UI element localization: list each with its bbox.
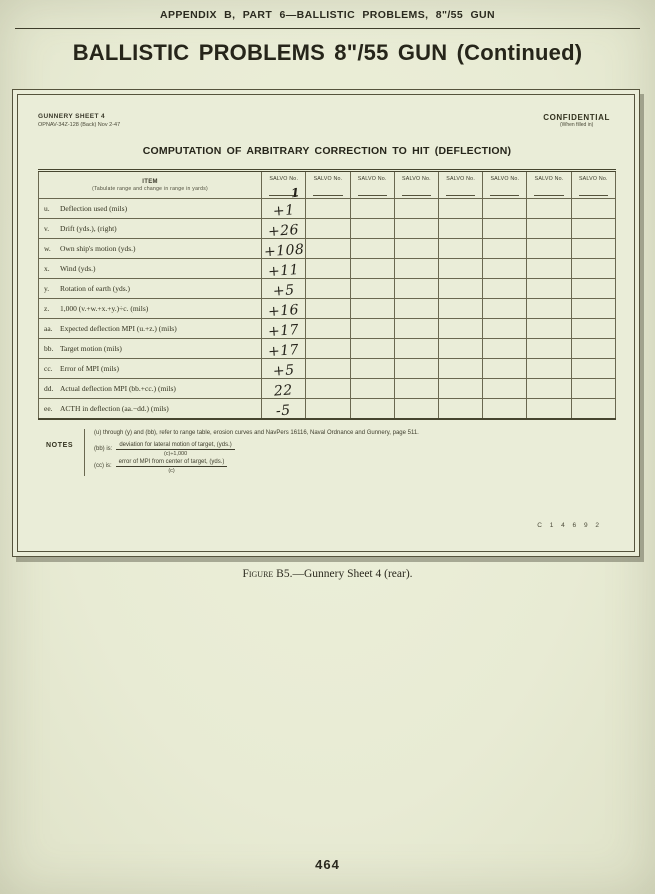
row-item-cell (39, 339, 262, 359)
row-value-cell (262, 299, 306, 319)
row-value-cell (262, 199, 306, 219)
note-general: (u) through (y) and (bb), refer to range table, erosion curves and NavPers 16116, Naval Ordnance and Gunnery, page 511. (94, 429, 419, 436)
salvo-header-label: SALVO No. (402, 176, 431, 182)
page-title: BALLISTIC PROBLEMS 8"/55 GUN (Continued) (72, 40, 583, 65)
empty-salvo-cell (571, 219, 615, 239)
note-cc-numerator: error of MPI from center of target, (yds.) (116, 459, 228, 467)
empty-salvo-cell (483, 279, 527, 299)
salvo-column-header (439, 171, 483, 199)
empty-salvo-cell (350, 239, 394, 259)
empty-salvo-cell (527, 359, 571, 379)
empty-salvo-cell (394, 359, 438, 379)
notes-body (84, 429, 419, 476)
row-value-handwritten: 22 (273, 382, 294, 400)
empty-salvo-cell (483, 379, 527, 399)
empty-salvo-cell (306, 399, 350, 419)
table-row (39, 359, 616, 379)
row-label: Rotation of earth (yds.) (60, 284, 130, 293)
empty-salvo-cell (571, 339, 615, 359)
empty-salvo-cell (350, 359, 394, 379)
empty-salvo-cell (527, 199, 571, 219)
salvo-header-label: SALVO No. (357, 176, 387, 182)
row-value-handwritten: -5 (275, 402, 292, 419)
salvo-header-label: SALVO No. (578, 176, 608, 182)
empty-salvo-cell (394, 299, 438, 319)
item-column-header (39, 171, 262, 199)
salvo-column-header (394, 171, 438, 199)
row-label: Own ship's motion (yds.) (60, 244, 136, 253)
empty-salvo-cell (527, 319, 571, 339)
table-row (39, 399, 616, 419)
empty-salvo-cell (571, 259, 615, 279)
empty-salvo-cell (306, 299, 350, 319)
row-item-cell (39, 259, 262, 279)
row-value-cell (262, 259, 306, 279)
empty-salvo-cell (483, 399, 527, 419)
table-row (39, 199, 616, 219)
row-item-cell (39, 299, 262, 319)
empty-salvo-cell (483, 219, 527, 239)
empty-salvo-cell (306, 379, 350, 399)
empty-salvo-cell (350, 319, 394, 339)
empty-salvo-cell (571, 199, 615, 219)
salvo-header-label: SALVO No. (313, 176, 343, 182)
row-key: w. (44, 244, 51, 253)
empty-salvo-cell (439, 219, 483, 239)
row-item-cell (39, 279, 262, 299)
empty-salvo-cell (527, 299, 571, 319)
salvo-column-header (527, 171, 571, 199)
salvo-column-header (571, 171, 615, 199)
item-column-subheader: (Tabulate range and change in range in yards) (92, 185, 208, 192)
empty-salvo-cell (571, 399, 615, 419)
row-value-cell (262, 219, 306, 239)
row-label: Wind (yds.) (60, 264, 96, 273)
table-row (39, 239, 616, 259)
salvo-header-label: SALVO No. (269, 176, 299, 182)
row-value-cell (262, 319, 306, 339)
row-key: x. (44, 264, 50, 273)
classification-label: CONFIDENTIAL (543, 113, 610, 122)
salvo-number-line (579, 182, 608, 196)
row-key: bb. (44, 344, 54, 353)
row-item-cell (39, 399, 262, 419)
empty-salvo-cell (571, 239, 615, 259)
empty-salvo-cell (394, 379, 438, 399)
empty-salvo-cell (439, 299, 483, 319)
empty-salvo-cell (571, 299, 615, 319)
salvo-number-line (446, 182, 475, 196)
table-row (39, 319, 616, 339)
notes-section (38, 429, 616, 476)
row-item-cell (39, 379, 262, 399)
salvo-number-line (269, 182, 301, 201)
empty-salvo-cell (306, 219, 350, 239)
empty-salvo-cell (483, 339, 527, 359)
item-header-label: ITEM (142, 178, 158, 185)
row-label: Expected deflection MPI (u.+z.) (mils) (60, 324, 177, 333)
empty-salvo-cell (350, 219, 394, 239)
empty-salvo-cell (306, 239, 350, 259)
row-value-cell (262, 239, 306, 259)
empty-salvo-cell (394, 399, 438, 419)
row-value-cell (262, 359, 306, 379)
empty-salvo-cell (439, 339, 483, 359)
empty-salvo-cell (439, 239, 483, 259)
note-bb-fraction (116, 442, 234, 457)
row-key: z. (44, 304, 50, 313)
print-code: C 1 4 6 9 2 (537, 522, 602, 529)
empty-salvo-cell (483, 299, 527, 319)
empty-salvo-cell (306, 199, 350, 219)
note-cc-fraction (116, 459, 228, 474)
empty-salvo-cell (527, 379, 571, 399)
row-value-handwritten: +17 (267, 321, 300, 341)
salvo-column-header (306, 171, 350, 199)
empty-salvo-cell (394, 259, 438, 279)
salvo-number-line (534, 182, 563, 196)
row-key: ee. (44, 403, 53, 413)
note-cc (94, 459, 419, 474)
empty-salvo-cell (306, 279, 350, 299)
salvo-header-label: SALVO No. (490, 176, 520, 182)
form-number: OPNAV-34Z-128 (Back) Nov 2-47 (38, 122, 121, 128)
form-header (38, 113, 616, 128)
row-key: dd. (44, 384, 54, 393)
running-header: APPENDIX B, PART 6—BALLISTIC PROBLEMS, 8"/55 GUN (159, 9, 496, 21)
note-cc-denominator: (c) (168, 467, 175, 474)
empty-salvo-cell (483, 199, 527, 219)
row-item-cell (39, 319, 262, 339)
empty-salvo-cell (350, 259, 394, 279)
row-value-handwritten: +16 (267, 301, 300, 321)
table-row (39, 339, 616, 359)
empty-salvo-cell (439, 379, 483, 399)
empty-salvo-cell (306, 319, 350, 339)
empty-salvo-cell (439, 259, 483, 279)
salvo-number-line (358, 182, 387, 196)
row-value-cell (262, 379, 306, 399)
row-key: aa. (44, 324, 53, 333)
salvo-number-handwritten: 1 (290, 185, 301, 201)
empty-salvo-cell (571, 319, 615, 339)
note-cc-prefix: (cc) is: (94, 463, 112, 469)
empty-salvo-cell (350, 199, 394, 219)
empty-salvo-cell (439, 399, 483, 419)
row-key: v. (44, 224, 50, 233)
note-bb-numerator: deviation for lateral motion of target, (yds.) (116, 442, 234, 450)
note-bb-prefix: (bb) is: (94, 446, 113, 452)
empty-salvo-cell (439, 319, 483, 339)
row-label: Target motion (mils) (60, 344, 122, 353)
empty-salvo-cell (306, 359, 350, 379)
row-key: y. (44, 284, 50, 293)
empty-salvo-cell (571, 379, 615, 399)
row-item-cell (39, 359, 262, 379)
empty-salvo-cell (483, 359, 527, 379)
salvo-number-line (402, 182, 431, 196)
gunnery-form-inner (17, 94, 635, 552)
row-value-handwritten: +17 (267, 341, 300, 361)
computation-table (38, 169, 616, 420)
empty-salvo-cell (350, 399, 394, 419)
row-item-cell (39, 239, 262, 259)
page-number: 464 (315, 857, 340, 872)
row-label: Actual deflection MPI (bb.+cc.) (mils) (60, 384, 176, 393)
table-row (39, 299, 616, 319)
empty-salvo-cell (306, 339, 350, 359)
gunnery-form-sheet (12, 89, 640, 557)
empty-salvo-cell (394, 319, 438, 339)
salvo-column-header (350, 171, 394, 199)
figure-caption-text: —Gunnery Sheet 4 (rear). (292, 568, 413, 580)
salvo-column-header (262, 171, 306, 199)
row-label: Deflection used (mils) (60, 204, 128, 213)
sheet-name: GUNNERY SHEET 4 (38, 113, 106, 120)
figure-caption (0, 568, 655, 580)
empty-salvo-cell (350, 379, 394, 399)
row-label: ACTH in deflection (aa.−dd.) (mils) (60, 403, 169, 413)
empty-salvo-cell (394, 339, 438, 359)
row-value-handwritten: +11 (267, 261, 300, 281)
empty-salvo-cell (527, 339, 571, 359)
table-row (39, 279, 616, 299)
row-value-handwritten: +5 (272, 362, 296, 380)
note-bb-denominator: (c)÷1,000 (163, 450, 188, 457)
row-value-cell (262, 279, 306, 299)
empty-salvo-cell (350, 299, 394, 319)
empty-salvo-cell (350, 279, 394, 299)
row-value-handwritten: +1 (272, 202, 296, 220)
form-id-block (38, 113, 120, 128)
empty-salvo-cell (394, 239, 438, 259)
empty-salvo-cell (483, 319, 527, 339)
row-key: cc. (44, 364, 53, 373)
empty-salvo-cell (527, 219, 571, 239)
row-label: 1,000 (v.+w.+x.+y.)÷c. (mils) (60, 304, 149, 313)
table-row (39, 379, 616, 399)
table-header-row (39, 171, 616, 199)
empty-salvo-cell (439, 359, 483, 379)
row-key: u. (44, 204, 50, 213)
row-item-cell (39, 199, 262, 219)
table-row (39, 259, 616, 279)
note-bb (94, 442, 419, 457)
empty-salvo-cell (527, 259, 571, 279)
empty-salvo-cell (527, 239, 571, 259)
header-rule (15, 28, 640, 29)
salvo-number-line (313, 182, 342, 196)
salvo-column-header (483, 171, 527, 199)
empty-salvo-cell (571, 359, 615, 379)
salvo-header-label: SALVO No. (534, 176, 564, 182)
empty-salvo-cell (306, 259, 350, 279)
figure-caption-label: Figure B5. (242, 568, 293, 580)
empty-salvo-cell (394, 199, 438, 219)
row-value-handwritten: +108 (263, 241, 305, 261)
empty-salvo-cell (571, 279, 615, 299)
table-row (39, 219, 616, 239)
empty-salvo-cell (483, 259, 527, 279)
empty-salvo-cell (483, 239, 527, 259)
row-item-cell (39, 219, 262, 239)
classification-block (543, 113, 616, 128)
form-title: COMPUTATION OF ARBITRARY CORRECTION TO HIT (DEFLECTION) (142, 145, 512, 157)
empty-salvo-cell (439, 199, 483, 219)
row-value-cell (262, 399, 306, 419)
empty-salvo-cell (394, 219, 438, 239)
row-value-cell (262, 339, 306, 359)
row-label: Error of MPI (mils) (60, 364, 119, 373)
empty-salvo-cell (439, 279, 483, 299)
empty-salvo-cell (527, 279, 571, 299)
row-value-handwritten: +26 (267, 221, 300, 241)
notes-label: NOTES (46, 441, 74, 449)
empty-salvo-cell (350, 339, 394, 359)
salvo-number-line (490, 182, 519, 196)
empty-salvo-cell (527, 399, 571, 419)
empty-salvo-cell (394, 279, 438, 299)
classification-note: (When filled in) (559, 122, 594, 128)
salvo-header-label: SALVO No. (446, 176, 476, 182)
row-value-handwritten: +5 (272, 282, 296, 300)
row-label: Drift (yds.), (right) (60, 224, 117, 233)
